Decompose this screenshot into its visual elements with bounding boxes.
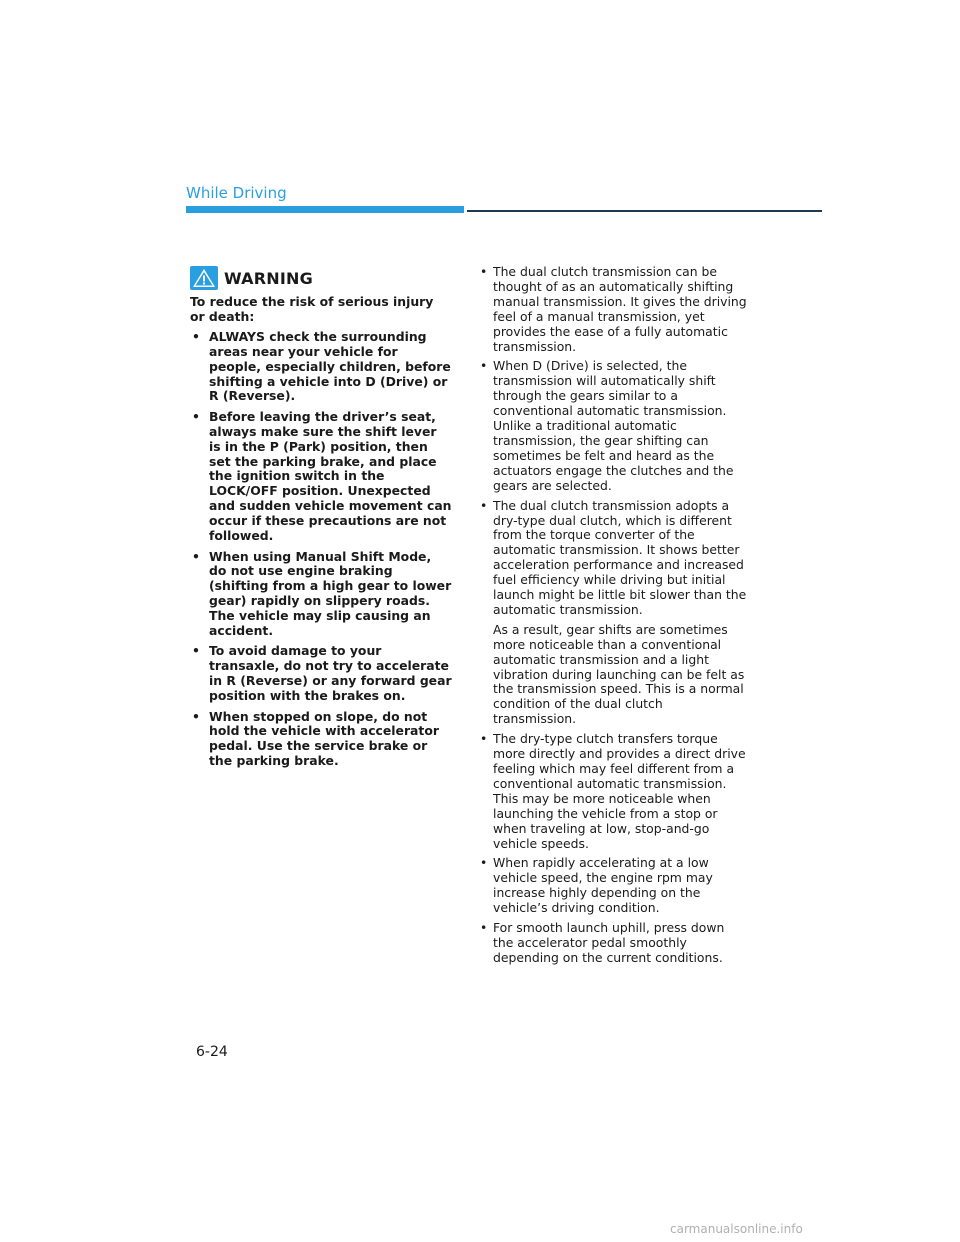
warning-column <box>190 265 452 775</box>
info-item: • When D (Drive) is selected, the transmission will automatically shift through the gears similar to a conventional automatic transmission. Unlike a traditional automatic transmission, the gear shifting can sometimes be felt and heard as the actuators engage the clutches and the gears are selected. <box>480 358 734 493</box>
warning-title: WARNING <box>224 268 313 288</box>
header-thin-rule <box>467 210 822 212</box>
info-item-continuation: As a result, gear shifts are sometimes more noticeable than a conventional automatic transmission and a light vibration during launching can be felt as the transmission speed. This is a normal condition of the dual clutch transmission. <box>493 621 745 727</box>
warning-intro: To reduce the risk of serious injury or death: <box>190 294 434 324</box>
bullet: • <box>192 548 200 564</box>
section-title: While Driving <box>186 184 287 202</box>
info-list <box>478 265 748 966</box>
bullet: • <box>480 264 488 279</box>
bullet: • <box>480 731 488 747</box>
bullet: • <box>480 855 488 871</box>
info-item: • For smooth launch uphill, press down the accelerator pedal smoothly depending on the current conditions. <box>480 920 725 965</box>
info-column <box>478 265 748 971</box>
info-item: • The dual clutch transmission adopts a dry-type dual clutch, which is different from the torque converter of the automatic transmission. It shows better acceleration performance and increased fuel efficiency while driving but initial launch might be little bit slower than the automatic transmission. As a result, gear shifts are sometimes more noticeable than a conventional automatic transmission and a light vibration during launching can be felt as the transmission speed. This is a normal condition of the dual clutch transmission. <box>480 497 747 727</box>
warning-item: • Before leaving the driver’s seat, always make sure the shift lever is in the P (Park) position, then set the parking brake, and place the ignition switch in the LOCK/OFF position. Unexpected and sudden vehicle movement can occur if these precautions are not followed. <box>192 408 452 544</box>
warning-item: • To avoid damage to your transaxle, do not try to accelerate in R (Reverse) or any forward gear position with the brakes on. <box>192 643 452 704</box>
info-item: • When rapidly accelerating at a low vehicle speed, the engine rpm may increase highly depending on the vehicle’s driving condition. <box>480 855 713 916</box>
warning-header <box>190 265 452 291</box>
bullet: • <box>480 497 488 513</box>
warning-triangle-icon <box>190 266 218 290</box>
warning-list <box>190 330 452 769</box>
bullet: • <box>192 408 200 424</box>
bullet: • <box>192 643 200 659</box>
page-number: 6-24 <box>196 1044 228 1060</box>
warning-item: • When using Manual Shift Mode, do not use engine braking (shifting from a high gear to lower gear) rapidly on slippery roads. The vehicle may slip causing an accident. <box>192 548 452 639</box>
warning-item: • When stopped on slope, do not hold the vehicle with accelerator pedal. Use the service brake or the parking brake. <box>192 708 439 769</box>
info-item: • The dry-type clutch transfers torque more directly and provides a direct drive feeling which may feel different from a conventional automatic transmission. This may be more noticeable when launching the vehicle from a stop or when traveling at low, stop-and-go vehicle speeds. <box>480 731 746 851</box>
warning-item: • ALWAYS check the surrounding areas near your vehicle for people, especially children, before shifting a vehicle into D (Drive) or R (Reverse). <box>192 328 451 404</box>
bullet: • <box>192 328 200 344</box>
bullet: • <box>480 358 488 374</box>
bullet: • <box>192 708 200 724</box>
watermark: carmanualsonline.info <box>670 1222 803 1236</box>
bullet: • <box>480 920 488 936</box>
info-item: • The dual clutch transmission can be thought of as an automatically shifting manual transmission. It gives the driving feel of a manual transmission, yet provides the ease of a fully automatic transmission. <box>480 264 747 354</box>
header-accent-rule <box>186 206 464 213</box>
